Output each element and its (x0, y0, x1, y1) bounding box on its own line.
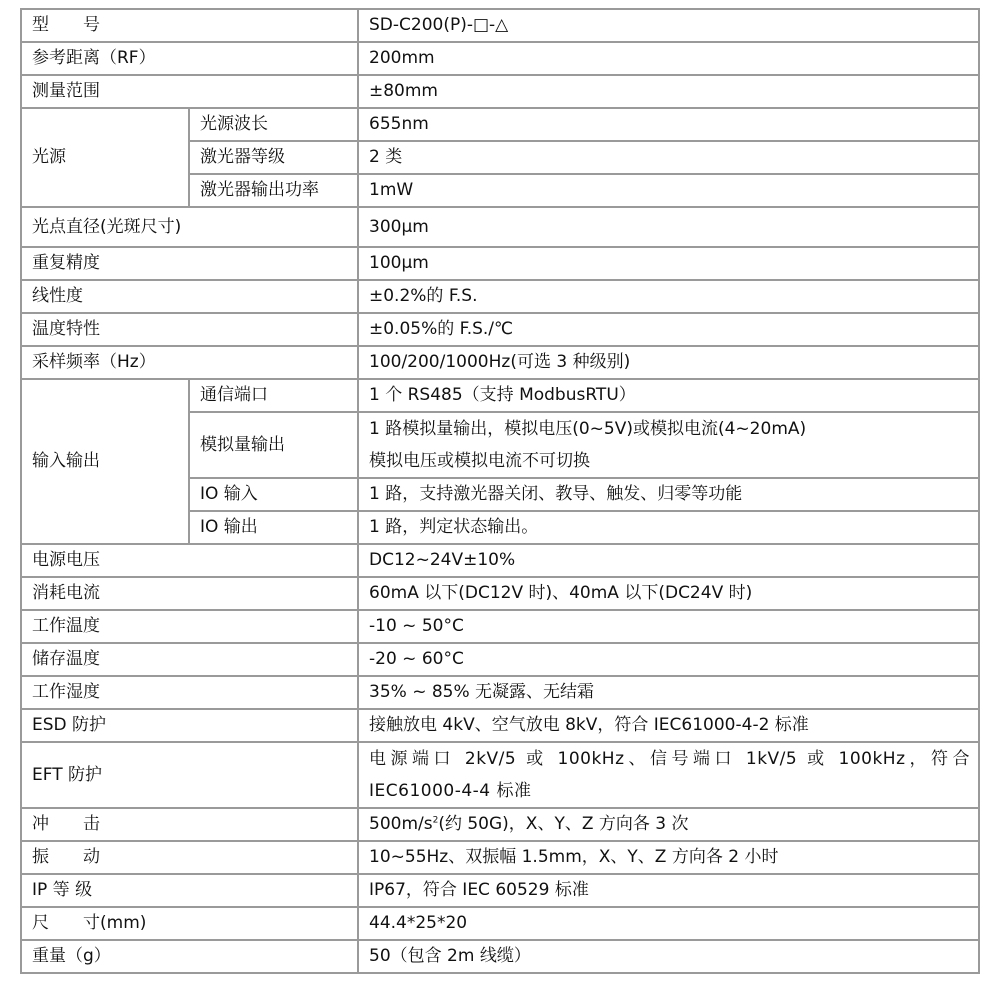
table-row (21, 940, 979, 973)
analog-output-line-2: 模拟电压或模拟电流不可切换 (369, 451, 590, 471)
table-row (21, 907, 979, 940)
spec-label-laser-power: 激光器输出功率 (189, 174, 358, 207)
spec-value-shock (358, 808, 979, 841)
spec-value-supply-voltage: DC12~24V±10% (358, 544, 979, 577)
table-row (21, 108, 979, 141)
spec-label-temperature-characteristic: 温度特性 (21, 313, 358, 346)
spec-value-repeatability: 100μm (358, 247, 979, 280)
table-row (21, 207, 979, 247)
table-row (21, 841, 979, 874)
spec-value-sampling-frequency: 100/200/1000Hz(可选 3 种级别) (358, 346, 979, 379)
spec-label-analog-output: 模拟量输出 (189, 412, 358, 478)
spec-value-analog-output (358, 412, 979, 478)
table-row (21, 280, 979, 313)
table-row (21, 313, 979, 346)
spec-value-operating-temperature: -10 ~ 50°C (358, 610, 979, 643)
spec-label-operating-temperature: 工作温度 (21, 610, 358, 643)
spec-label-supply-voltage: 电源电压 (21, 544, 358, 577)
spec-group-light-source: 光源 (21, 108, 189, 207)
table-row (21, 544, 979, 577)
spec-label-esd: ESD 防护 (21, 709, 358, 742)
spec-label-wavelength: 光源波长 (189, 108, 358, 141)
spec-value-eft: 电源端口 2kV/5 或 100kHz、信号端口 1kV/5 或 100kHz，符合 IEC61000-4-4 标准 (358, 742, 979, 808)
spec-value-laser-power: 1mW (358, 174, 979, 207)
spec-label-measuring-range: 测量范围 (21, 75, 358, 108)
spec-value-io-input: 1 路，支持激光器关闭、教导、触发、归零等功能 (358, 478, 979, 511)
table-row (21, 874, 979, 907)
spec-value-spot-diameter: 300μm (358, 207, 979, 247)
table-row (21, 379, 979, 412)
spec-value-dimensions: 44.4*25*20 (358, 907, 979, 940)
analog-output-line-1: 1 路模拟量输出，模拟电压(0~5V)或模拟电流(4~20mA) (369, 419, 807, 439)
spec-label-reference-distance: 参考距离（RF） (21, 42, 358, 75)
spec-label-dimensions: 尺 寸(mm) (21, 907, 358, 940)
table-row (21, 808, 979, 841)
spec-value-weight: 50（包含 2m 线缆） (358, 940, 979, 973)
spec-value-temperature-characteristic: ±0.05%的 F.S./℃ (358, 313, 979, 346)
spec-label-shock: 冲 击 (21, 808, 358, 841)
spec-group-io: 输入输出 (21, 379, 189, 544)
table-row (21, 643, 979, 676)
spec-value-comm-port: 1 个 RS485（支持 ModbusRTU） (358, 379, 979, 412)
shock-value-exponent: 2 (432, 815, 439, 826)
spec-label-weight: 重量（g） (21, 940, 358, 973)
spec-value-linearity: ±0.2%的 F.S. (358, 280, 979, 313)
spec-value-reference-distance: 200mm (358, 42, 979, 75)
spec-label-repeatability: 重复精度 (21, 247, 358, 280)
spec-label-operating-humidity: 工作湿度 (21, 676, 358, 709)
table-row (21, 577, 979, 610)
table-row (21, 742, 979, 808)
spec-value-ip-rating: IP67，符合 IEC 60529 标准 (358, 874, 979, 907)
spec-label-spot-diameter: 光点直径(光斑尺寸) (21, 207, 358, 247)
spec-value-current-consumption: 60mA 以下(DC12V 时)、40mA 以下(DC24V 时) (358, 577, 979, 610)
spec-value-model: SD-C200(P)-□-△ (358, 9, 979, 42)
table-row (21, 75, 979, 108)
spec-value-measuring-range: ±80mm (358, 75, 979, 108)
spec-value-wavelength: 655nm (358, 108, 979, 141)
table-row (21, 247, 979, 280)
spec-table (20, 8, 980, 974)
spec-label-ip-rating: IP 等 级 (21, 874, 358, 907)
spec-label-io-input: IO 输入 (189, 478, 358, 511)
table-row (21, 42, 979, 75)
spec-label-vibration: 振 动 (21, 841, 358, 874)
spec-value-io-output: 1 路，判定状态输出。 (358, 511, 979, 544)
table-row (21, 676, 979, 709)
table-row (21, 610, 979, 643)
shock-value-prefix: 500m/s (369, 814, 433, 834)
shock-value-suffix: (约 50G)，X、Y、Z 方向各 3 次 (438, 814, 689, 834)
spec-label-comm-port: 通信端口 (189, 379, 358, 412)
spec-value-esd: 接触放电 4kV、空气放电 8kV，符合 IEC61000-4-2 标准 (358, 709, 979, 742)
spec-label-linearity: 线性度 (21, 280, 358, 313)
spec-value-vibration: 10~55Hz、双振幅 1.5mm，X、Y、Z 方向各 2 小时 (358, 841, 979, 874)
table-row (21, 709, 979, 742)
spec-value-storage-temperature: -20 ~ 60°C (358, 643, 979, 676)
spec-value-laser-class: 2 类 (358, 141, 979, 174)
spec-label-eft: EFT 防护 (21, 742, 358, 808)
table-row (21, 9, 979, 42)
spec-label-current-consumption: 消耗电流 (21, 577, 358, 610)
spec-label-laser-class: 激光器等级 (189, 141, 358, 174)
spec-value-operating-humidity: 35% ~ 85% 无凝露、无结霜 (358, 676, 979, 709)
table-row (21, 346, 979, 379)
spec-label-sampling-frequency: 采样频率（Hz） (21, 346, 358, 379)
spec-label-storage-temperature: 储存温度 (21, 643, 358, 676)
spec-label-model: 型 号 (21, 9, 358, 42)
spec-label-io-output: IO 输出 (189, 511, 358, 544)
